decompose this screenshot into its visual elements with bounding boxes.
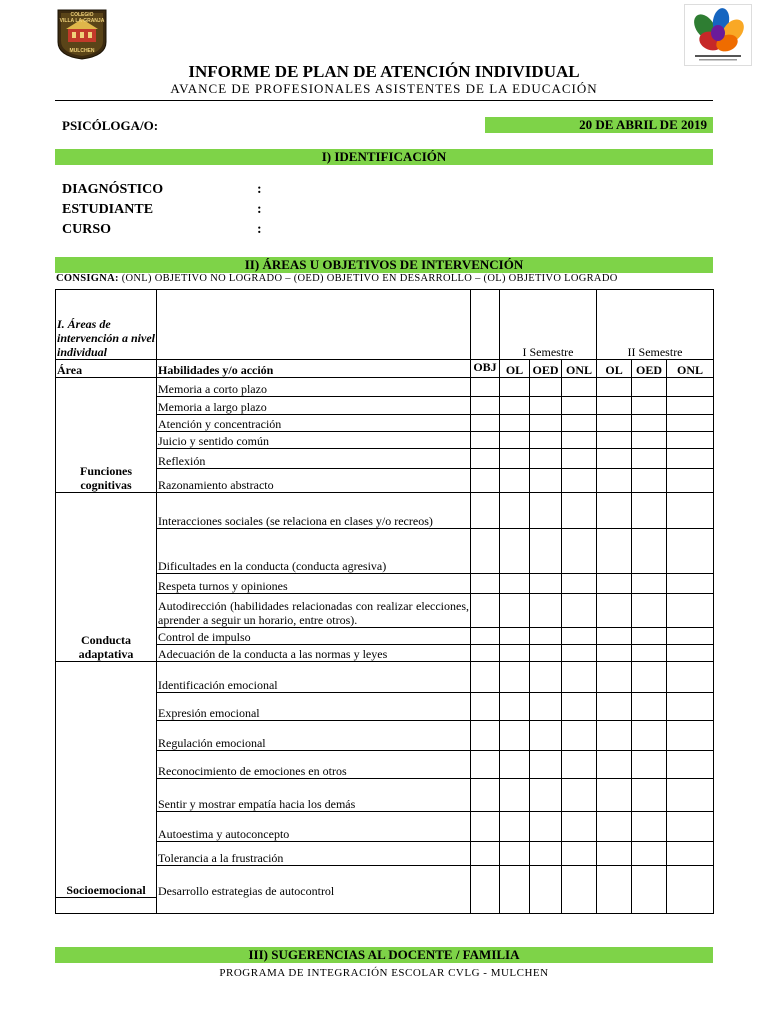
semester-2-header: II Semestre xyxy=(597,290,714,360)
onl-2-cell[interactable] xyxy=(667,662,714,693)
oed-1-cell[interactable] xyxy=(530,397,562,415)
ol-2-cell[interactable] xyxy=(597,529,632,574)
onl-1-cell[interactable] xyxy=(562,812,597,842)
onl-1-cell[interactable] xyxy=(562,397,597,415)
filler-cell xyxy=(597,898,632,914)
ol-2-cell[interactable] xyxy=(597,721,632,751)
oed-1-cell[interactable] xyxy=(530,529,562,574)
oed-1-cell[interactable] xyxy=(530,493,562,529)
onl-1-cell[interactable] xyxy=(562,721,597,751)
col-ol-2-header: OL xyxy=(597,360,632,378)
ol-2-cell[interactable] xyxy=(597,628,632,645)
skill-label: Dificultades en la conducta (conducta agresiva) xyxy=(157,529,471,574)
obj-cell[interactable] xyxy=(471,529,500,574)
semester-1-header: I Semestre xyxy=(500,290,597,360)
obj-cell[interactable] xyxy=(471,628,500,645)
ol-2-cell[interactable] xyxy=(597,812,632,842)
onl-1-cell[interactable] xyxy=(562,779,597,812)
onl-2-cell[interactable] xyxy=(667,378,714,397)
onl-2-cell[interactable] xyxy=(667,779,714,812)
oed-1-cell[interactable] xyxy=(530,866,562,898)
ol-2-cell[interactable] xyxy=(597,645,632,662)
skill-label: Autoestima y autoconcepto xyxy=(157,812,471,842)
obj-cell[interactable] xyxy=(471,493,500,529)
area-label: Funciones cognitivas xyxy=(56,378,157,493)
obj-cell[interactable] xyxy=(471,751,500,779)
section-identificacion-header: I) IDENTIFICACIÓN xyxy=(55,149,713,165)
ol-2-cell[interactable] xyxy=(597,469,632,493)
onl-1-cell[interactable] xyxy=(562,662,597,693)
skill-label: Sentir y mostrar empatía hacia los demás xyxy=(157,779,471,812)
onl-2-cell[interactable] xyxy=(667,415,714,432)
filler-cell xyxy=(562,898,597,914)
obj-cell[interactable] xyxy=(471,866,500,898)
oed-2-cell[interactable] xyxy=(632,866,667,898)
skill-label: Expresión emocional xyxy=(157,693,471,721)
table-row xyxy=(56,378,714,397)
ol-2-cell[interactable] xyxy=(597,842,632,866)
onl-2-cell[interactable] xyxy=(667,812,714,842)
ol-1-cell[interactable] xyxy=(500,415,530,432)
oed-2-cell[interactable] xyxy=(632,779,667,812)
ol-1-cell[interactable] xyxy=(500,529,530,574)
oed-2-cell[interactable] xyxy=(632,449,667,469)
oed-2-cell[interactable] xyxy=(632,751,667,779)
curso-colon: : xyxy=(257,222,262,237)
onl-2-cell[interactable] xyxy=(667,397,714,415)
oed-2-cell[interactable] xyxy=(632,842,667,866)
ol-1-cell[interactable] xyxy=(500,842,530,866)
ol-1-cell[interactable] xyxy=(500,378,530,397)
col-oed-1-header: OED xyxy=(530,360,562,378)
onl-1-cell[interactable] xyxy=(562,469,597,493)
onl-2-cell[interactable] xyxy=(667,574,714,594)
crest-text-bottom: MULCHEN xyxy=(69,48,95,54)
oed-1-cell[interactable] xyxy=(530,721,562,751)
ol-1-cell[interactable] xyxy=(500,721,530,751)
section-sugerencias-header: III) SUGERENCIAS AL DOCENTE / FAMILIA xyxy=(55,947,713,963)
filler-cell xyxy=(632,898,667,914)
oed-2-cell[interactable] xyxy=(632,662,667,693)
consigna-text: (ONL) OBJETIVO NO LOGRADO – (OED) OBJETIVO EN DESARROLLO – (OL) OBJETIVO LOGRADO xyxy=(118,273,618,284)
onl-2-cell[interactable] xyxy=(667,693,714,721)
col-onl-2-header: ONL xyxy=(667,360,714,378)
onl-2-cell[interactable] xyxy=(667,469,714,493)
area-label: Socioemocional xyxy=(56,662,157,898)
onl-2-cell[interactable] xyxy=(667,529,714,574)
skill-label: Atención y concentración xyxy=(157,415,471,432)
filler-cell xyxy=(500,898,530,914)
obj-cell[interactable] xyxy=(471,415,500,432)
onl-2-cell[interactable] xyxy=(667,842,714,866)
onl-1-cell[interactable] xyxy=(562,645,597,662)
skill-label: Control de impulso xyxy=(157,628,471,645)
onl-1-cell[interactable] xyxy=(562,378,597,397)
oed-1-cell[interactable] xyxy=(530,645,562,662)
oed-2-cell[interactable] xyxy=(632,645,667,662)
header-divider xyxy=(55,100,713,101)
ol-2-cell[interactable] xyxy=(597,693,632,721)
onl-2-cell[interactable] xyxy=(667,628,714,645)
oed-2-cell[interactable] xyxy=(632,493,667,529)
skill-label: Tolerancia a la frustración xyxy=(157,842,471,866)
ol-2-cell[interactable] xyxy=(597,574,632,594)
oed-2-cell[interactable] xyxy=(632,594,667,628)
onl-1-cell[interactable] xyxy=(562,751,597,779)
psicologo-label: PSICÓLOGA/O: xyxy=(62,118,159,133)
table-body xyxy=(56,378,714,914)
document-title: INFORME DE PLAN DE ATENCIÓN INDIVIDUAL xyxy=(188,62,580,81)
oed-1-cell[interactable] xyxy=(530,432,562,449)
ol-1-cell[interactable] xyxy=(500,449,530,469)
oed-2-cell[interactable] xyxy=(632,693,667,721)
skill-label: Reflexión xyxy=(157,449,471,469)
oed-2-cell[interactable] xyxy=(632,721,667,751)
ol-1-cell[interactable] xyxy=(500,397,530,415)
onl-1-cell[interactable] xyxy=(562,493,597,529)
oed-1-cell[interactable] xyxy=(530,779,562,812)
ol-2-cell[interactable] xyxy=(597,397,632,415)
ol-2-cell[interactable] xyxy=(597,779,632,812)
skill-label: Regulación emocional xyxy=(157,721,471,751)
col-oed-2-header: OED xyxy=(632,360,667,378)
col-area-header: Área xyxy=(56,360,157,378)
filler-cell xyxy=(667,898,714,914)
table-filler-row xyxy=(56,898,714,914)
col-onl-1-header: ONL xyxy=(562,360,597,378)
consigna-line xyxy=(56,273,618,284)
oed-2-cell[interactable] xyxy=(632,397,667,415)
obj-cell[interactable] xyxy=(471,842,500,866)
skill-label: Adecuación de la conducta a las normas y leyes xyxy=(157,645,471,662)
onl-2-cell[interactable] xyxy=(667,751,714,779)
consigna-label: CONSIGNA: xyxy=(56,273,119,284)
ol-2-cell[interactable] xyxy=(597,662,632,693)
ol-1-cell[interactable] xyxy=(500,779,530,812)
diagnostico-label: DIAGNÓSTICO xyxy=(62,182,164,197)
date-value: 20 DE ABRIL DE 2019 xyxy=(579,117,707,132)
obj-cell[interactable] xyxy=(471,645,500,662)
intervention-table xyxy=(55,289,714,914)
ol-1-cell[interactable] xyxy=(500,574,530,594)
curso-label: CURSO xyxy=(62,222,112,237)
onl-1-cell[interactable] xyxy=(562,529,597,574)
obj-cell[interactable] xyxy=(471,779,500,812)
estudiante-colon: : xyxy=(257,202,262,217)
crest-text-top: COLEGIO xyxy=(70,12,94,18)
obj-cell[interactable] xyxy=(471,574,500,594)
ol-1-cell[interactable] xyxy=(500,693,530,721)
oed-2-cell[interactable] xyxy=(632,529,667,574)
ol-1-cell[interactable] xyxy=(500,645,530,662)
obj-cell[interactable] xyxy=(471,397,500,415)
date-field xyxy=(485,117,713,133)
oed-2-cell[interactable] xyxy=(632,574,667,594)
skill-label: Interacciones sociales (se relaciona en clases y/o recreos) xyxy=(157,493,471,529)
oed-1-cell[interactable] xyxy=(530,594,562,628)
oed-1-cell[interactable] xyxy=(530,469,562,493)
oed-1-cell[interactable] xyxy=(530,842,562,866)
obj-cell[interactable] xyxy=(471,449,500,469)
onl-2-cell[interactable] xyxy=(667,449,714,469)
ol-1-cell[interactable] xyxy=(500,751,530,779)
oed-1-cell[interactable] xyxy=(530,662,562,693)
onl-2-cell[interactable] xyxy=(667,866,714,898)
skill-label: Identificación emocional xyxy=(157,662,471,693)
oed-1-cell[interactable] xyxy=(530,751,562,779)
obj-cell[interactable] xyxy=(471,594,500,628)
oed-1-cell[interactable] xyxy=(530,574,562,594)
onl-1-cell[interactable] xyxy=(562,628,597,645)
diagnostico-colon: : xyxy=(257,182,262,197)
onl-1-cell[interactable] xyxy=(562,842,597,866)
oed-2-cell[interactable] xyxy=(632,378,667,397)
obj-cell[interactable] xyxy=(471,432,500,449)
ol-1-cell[interactable] xyxy=(500,662,530,693)
oed-2-cell[interactable] xyxy=(632,415,667,432)
onl-2-cell[interactable] xyxy=(667,645,714,662)
pie-program-logo xyxy=(684,4,752,66)
onl-1-cell[interactable] xyxy=(562,594,597,628)
table-row xyxy=(56,662,714,693)
skill-label: Reconocimiento de emociones en otros xyxy=(157,751,471,779)
skill-label: Respeta turnos y opiniones xyxy=(157,574,471,594)
ol-2-cell[interactable] xyxy=(597,493,632,529)
filler-cell xyxy=(157,898,471,914)
table-row xyxy=(56,493,714,529)
ol-2-cell[interactable] xyxy=(597,378,632,397)
onl-1-cell[interactable] xyxy=(562,449,597,469)
header-blank xyxy=(157,290,471,360)
estudiante-label: ESTUDIANTE xyxy=(62,202,154,217)
section-areas-header: II) ÁREAS U OBJETIVOS DE INTERVENCIÓN xyxy=(55,257,713,273)
ol-1-cell[interactable] xyxy=(500,493,530,529)
onl-1-cell[interactable] xyxy=(562,866,597,898)
footer-text: PROGRAMA DE INTEGRACIÓN ESCOLAR CVLG - MULCHEN xyxy=(219,967,549,979)
oed-1-cell[interactable] xyxy=(530,693,562,721)
obj-cell[interactable] xyxy=(471,693,500,721)
onl-2-cell[interactable] xyxy=(667,594,714,628)
ol-1-cell[interactable] xyxy=(500,469,530,493)
col-obj-header: OBJ xyxy=(471,360,500,378)
ol-1-cell[interactable] xyxy=(500,812,530,842)
skill-label: Razonamiento abstracto xyxy=(157,469,471,493)
oed-2-cell[interactable] xyxy=(632,812,667,842)
ol-2-cell[interactable] xyxy=(597,866,632,898)
ol-1-cell[interactable] xyxy=(500,432,530,449)
ol-1-cell[interactable] xyxy=(500,866,530,898)
onl-1-cell[interactable] xyxy=(562,415,597,432)
ol-2-cell[interactable] xyxy=(597,432,632,449)
col-skill-header: Habilidades y/o acción xyxy=(157,360,471,378)
oed-1-cell[interactable] xyxy=(530,415,562,432)
onl-1-cell[interactable] xyxy=(562,432,597,449)
ol-2-cell[interactable] xyxy=(597,449,632,469)
onl-1-cell[interactable] xyxy=(562,574,597,594)
oed-2-cell[interactable] xyxy=(632,628,667,645)
skill-label: Juicio y sentido común xyxy=(157,432,471,449)
filler-cell xyxy=(56,898,157,914)
skill-label: Autodirección (habilidades relacionadas con realizar elecciones, aprender a seguir un horario, entre otros). xyxy=(157,594,471,628)
ol-1-cell[interactable] xyxy=(500,594,530,628)
oed-1-cell[interactable] xyxy=(530,812,562,842)
obj-cell[interactable] xyxy=(471,662,500,693)
oed-1-cell[interactable] xyxy=(530,628,562,645)
obj-cell[interactable] xyxy=(471,378,500,397)
document-subtitle: AVANCE DE PROFESIONALES ASISTENTES DE LA EDUCACIÓN xyxy=(170,81,598,96)
ol-2-cell[interactable] xyxy=(597,594,632,628)
oed-2-cell[interactable] xyxy=(632,469,667,493)
oed-1-cell[interactable] xyxy=(530,449,562,469)
obj-cell[interactable] xyxy=(471,812,500,842)
ol-2-cell[interactable] xyxy=(597,415,632,432)
table-corner-label: I. Áreas de intervención a nivel individual xyxy=(56,290,157,360)
crest-text-middle: VILLA LA GRANJA xyxy=(59,18,105,24)
ol-1-cell[interactable] xyxy=(500,628,530,645)
oed-1-cell[interactable] xyxy=(530,378,562,397)
obj-cell[interactable] xyxy=(471,469,500,493)
onl-2-cell[interactable] xyxy=(667,493,714,529)
ol-2-cell[interactable] xyxy=(597,751,632,779)
col-ol-1-header: OL xyxy=(500,360,530,378)
skill-label: Memoria a corto plazo xyxy=(157,378,471,397)
school-crest-logo xyxy=(56,8,108,60)
obj-cell[interactable] xyxy=(471,721,500,751)
onl-2-cell[interactable] xyxy=(667,721,714,751)
onl-1-cell[interactable] xyxy=(562,693,597,721)
filler-cell xyxy=(471,898,500,914)
filler-cell xyxy=(530,898,562,914)
oed-2-cell[interactable] xyxy=(632,432,667,449)
onl-2-cell[interactable] xyxy=(667,432,714,449)
header-obj-blank xyxy=(471,290,500,360)
skill-label: Desarrollo estrategias de autocontrol xyxy=(157,866,471,898)
skill-label: Memoria a largo plazo xyxy=(157,397,471,415)
area-label: Conducta adaptativa xyxy=(56,493,157,662)
